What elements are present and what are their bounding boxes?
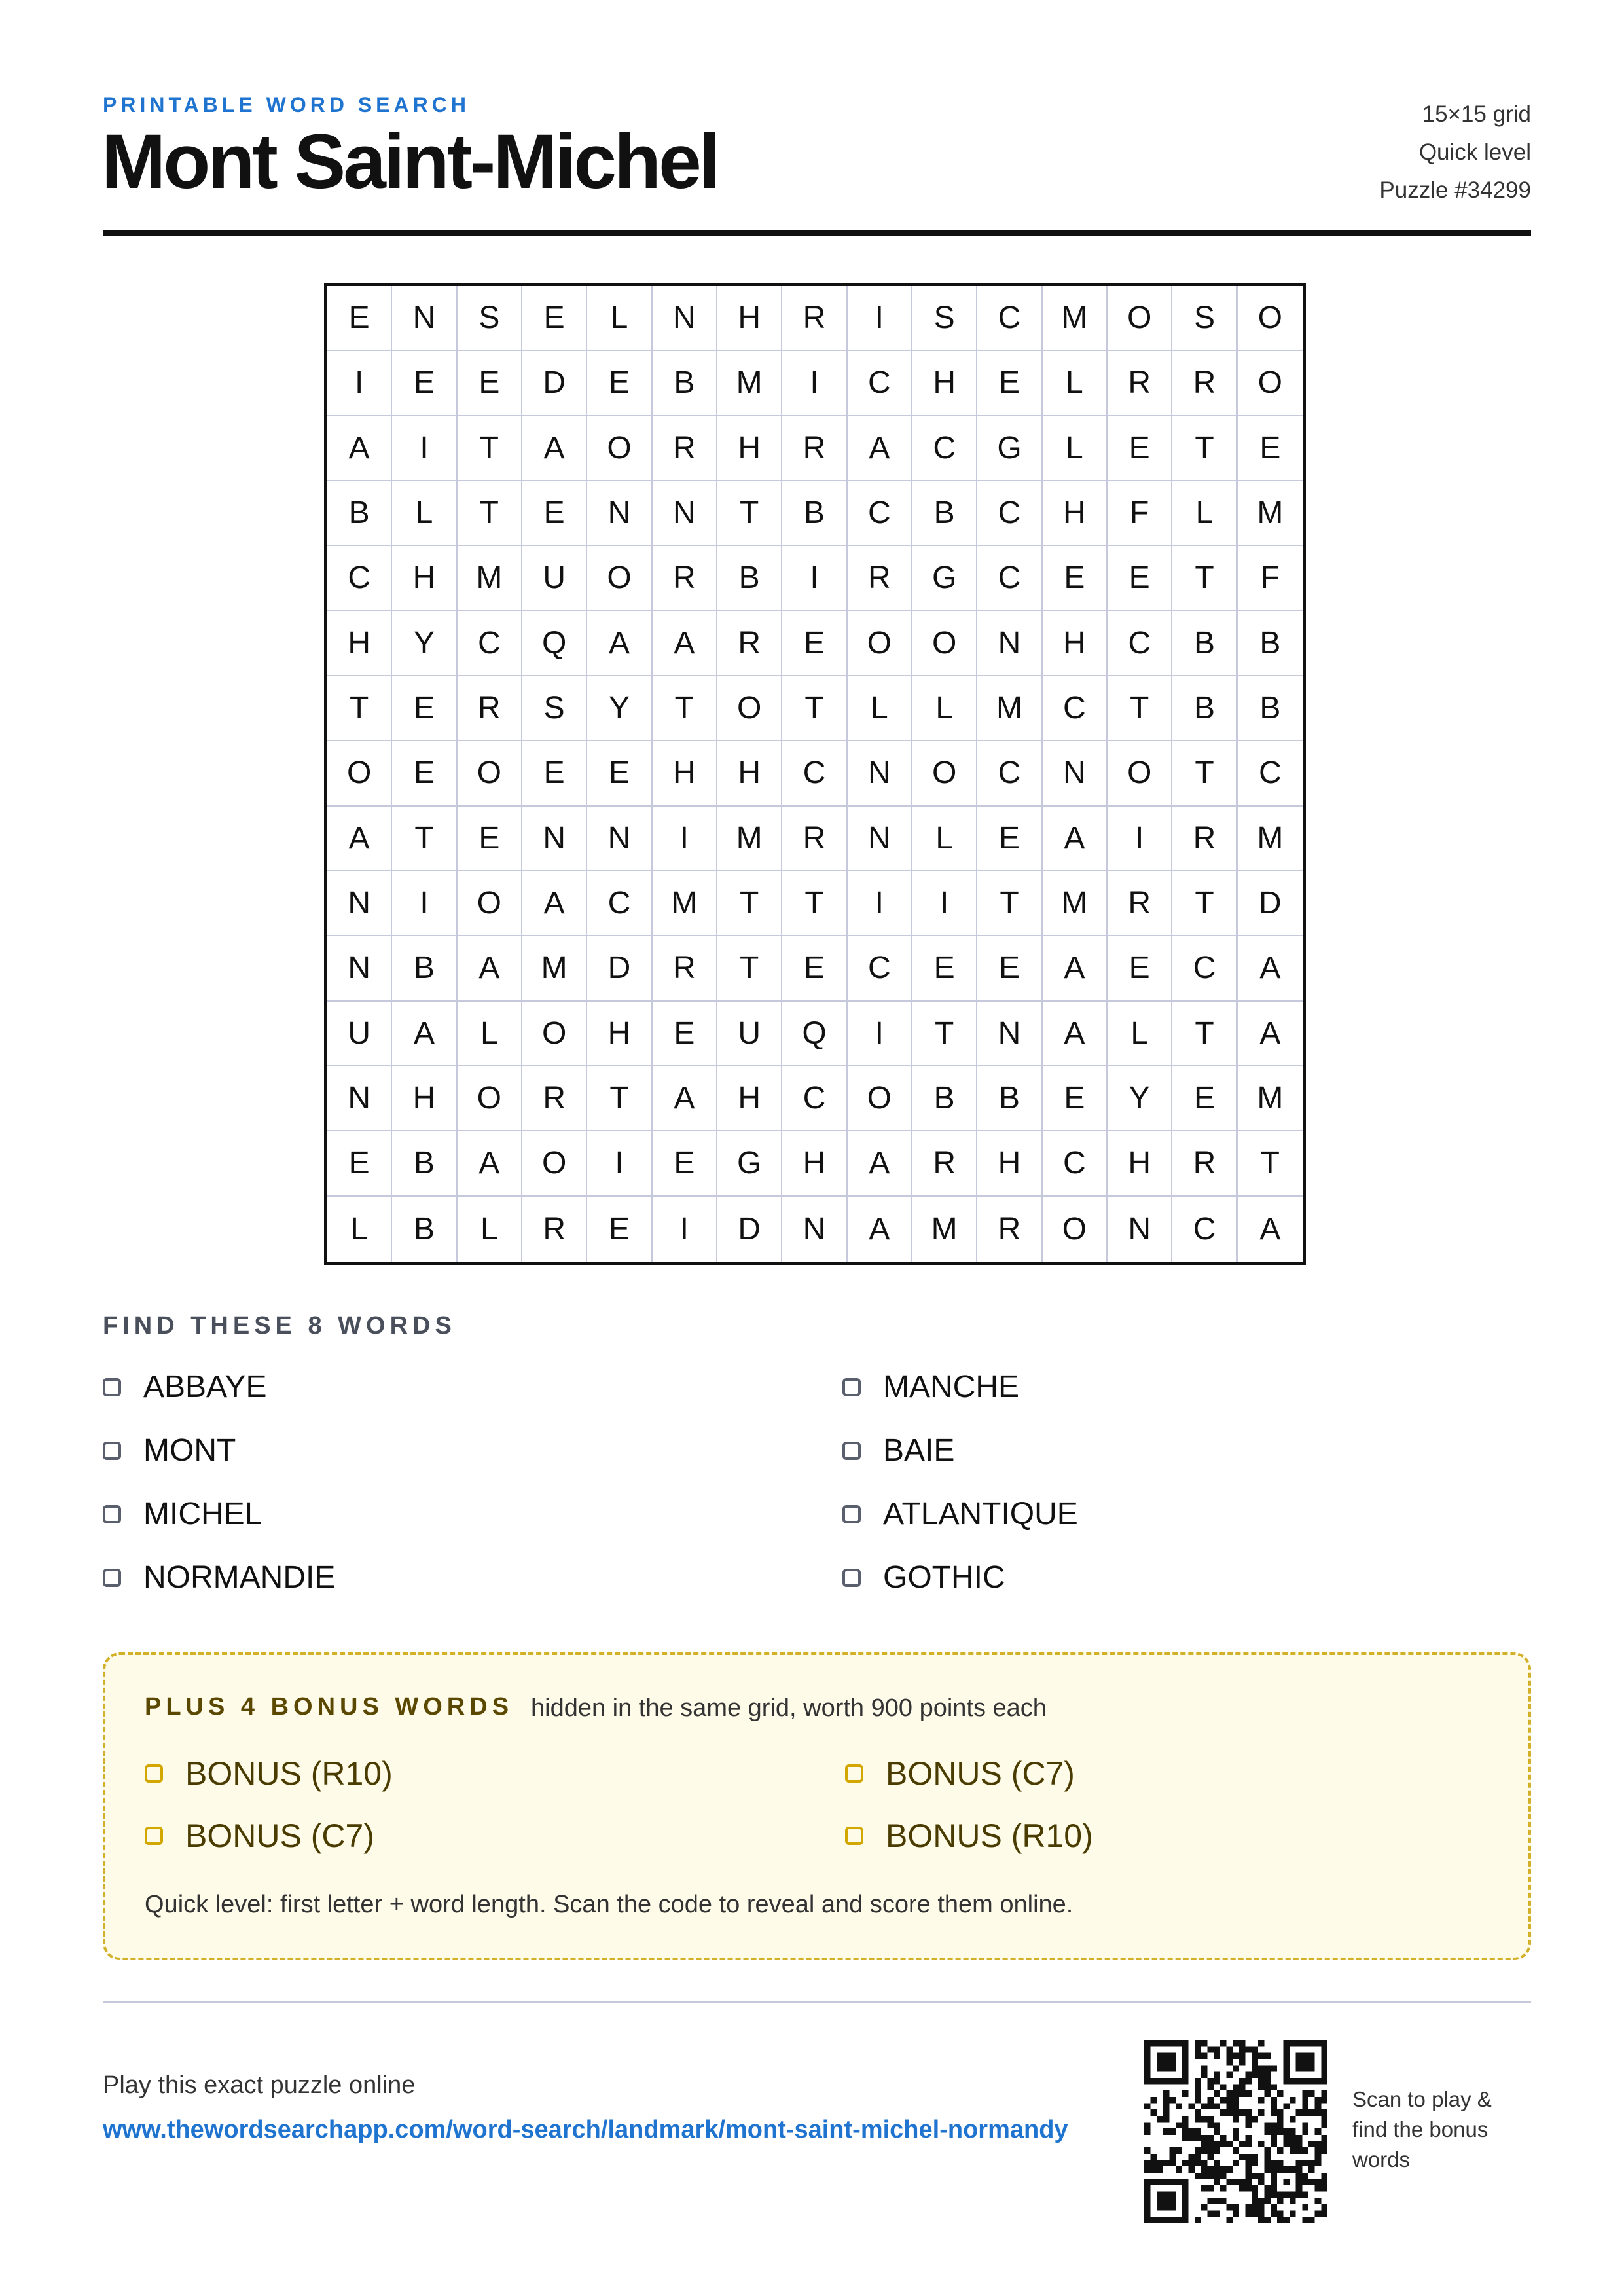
grid-cell[interactable]: L [1043,416,1108,481]
bonus-word-item [845,1755,1303,1792]
grid-cell[interactable]: I [848,1002,912,1066]
grid-cell[interactable]: E [327,286,392,351]
bonus-subtitle: hidden in the same grid, worth 900 points each [531,1694,1047,1722]
grid-cell[interactable]: H [717,286,782,351]
grid-cell[interactable]: I [848,871,912,936]
bonus-word-label: BONUS (R10) [886,1817,1093,1854]
grid-cell[interactable]: A [1238,936,1303,1001]
grid-cell[interactable]: L [392,481,457,546]
grid-cell[interactable]: C [977,546,1042,611]
grid-cell[interactable]: L [1108,1002,1172,1066]
grid-cell[interactable]: T [587,1066,652,1131]
grid-cell[interactable]: G [977,416,1042,481]
scan-instructions: Scan to play & find the bonus words [1352,2087,1492,2172]
word-label: ABBAYE [143,1370,267,1404]
grid-cell[interactable]: O [848,611,912,676]
grid-cell[interactable]: M [1238,807,1303,871]
grid-cell[interactable]: T [327,676,392,741]
grid-cell[interactable]: U [717,1002,782,1066]
grid-cell[interactable]: C [458,611,522,676]
grid-cell[interactable]: O [848,1066,912,1131]
grid-cell[interactable]: A [1238,1002,1303,1066]
grid-cell[interactable]: F [1238,546,1303,611]
grid-cell[interactable]: T [458,481,522,546]
grid-cell[interactable]: C [587,871,652,936]
bonus-heading: PLUS 4 BONUS WORDS [145,1693,514,1721]
grid-cell[interactable]: E [653,1131,717,1196]
word-list-item [842,1432,1497,1469]
grid-cell[interactable]: H [392,546,457,611]
grid-cell[interactable]: Y [392,611,457,676]
checkbox-icon[interactable] [842,1378,861,1396]
grid-cell[interactable]: E [587,351,652,416]
bonus-word-list [145,1755,1303,1854]
grid-cell[interactable]: T [1238,1131,1303,1196]
grid-cell[interactable]: L [458,1197,522,1262]
grid-cell[interactable]: N [653,481,717,546]
grid-cell[interactable]: H [653,741,717,806]
grid-cell[interactable]: A [653,611,717,676]
grid-cell[interactable]: B [327,481,392,546]
grid-cell[interactable]: R [717,611,782,676]
word-label: NORMANDIE [143,1560,336,1595]
grid-cell[interactable]: N [587,481,652,546]
grid-cell[interactable]: E [977,807,1042,871]
grid-cell[interactable]: E [1043,546,1108,611]
grid-cell[interactable]: R [782,416,847,481]
word-label: MICHEL [143,1497,262,1531]
grid-cell[interactable]: A [848,1197,912,1262]
grid-cell[interactable]: U [522,546,587,611]
grid-cell[interactable]: E [1108,546,1172,611]
word-label: BAIE [883,1433,955,1468]
grid-cell[interactable]: D [522,351,587,416]
page-kicker: PRINTABLE WORD SEARCH [103,93,470,117]
grid-cell[interactable]: Y [1108,1066,1172,1131]
grid-cell[interactable]: F [1108,481,1172,546]
grid-cell[interactable]: E [653,1002,717,1066]
grid-cell[interactable]: U [327,1002,392,1066]
grid-cell[interactable]: E [977,351,1042,416]
grid-cell[interactable]: O [1108,741,1172,806]
grid-cell[interactable]: R [1172,1131,1237,1196]
footer-divider [103,2001,1531,2003]
grid-cell[interactable]: N [848,741,912,806]
grid-cell[interactable]: O [587,546,652,611]
grid-cell[interactable]: N [977,1002,1042,1066]
grid-cell[interactable]: R [1172,807,1237,871]
word-list-item [842,1559,1497,1596]
grid-cell[interactable]: T [977,871,1042,936]
grid-cell[interactable]: O [912,741,977,806]
word-list-item [103,1495,842,1533]
grid-cell[interactable]: I [392,416,457,481]
grid-cell[interactable]: O [1238,286,1303,351]
grid-cell[interactable]: E [392,351,457,416]
grid-cell[interactable]: N [327,1066,392,1131]
puzzle-number-label: Puzzle #34299 [1379,177,1531,203]
grid-cell[interactable]: O [587,416,652,481]
grid-cell[interactable]: L [912,676,977,741]
grid-cell[interactable]: R [782,807,847,871]
word-list [103,1368,1497,1596]
grid-cell[interactable]: N [1108,1197,1172,1262]
grid-cell[interactable]: C [1043,1131,1108,1196]
grid-cell[interactable]: E [1172,1066,1237,1131]
grid-cell[interactable]: H [392,1066,457,1131]
grid-cell[interactable]: C [848,936,912,1001]
grid-cell[interactable]: R [653,936,717,1001]
grid-cell[interactable]: S [1172,286,1237,351]
grid-cell[interactable]: A [848,1131,912,1196]
grid-cell[interactable]: C [977,286,1042,351]
grid-cell[interactable]: R [1108,871,1172,936]
bonus-panel [103,1652,1531,1960]
grid-cell[interactable]: C [848,481,912,546]
grid-cell[interactable]: N [327,871,392,936]
grid-cell[interactable]: B [1238,676,1303,741]
grid-cell[interactable]: M [912,1197,977,1262]
word-list-heading: FIND THESE 8 WORDS [103,1312,456,1339]
word-list-item [842,1368,1497,1406]
grid-cell[interactable]: T [782,676,847,741]
grid-cell[interactable]: I [327,351,392,416]
grid-cell[interactable]: T [717,481,782,546]
grid-cell[interactable]: N [587,807,652,871]
grid-cell[interactable]: N [522,807,587,871]
grid-cell[interactable]: H [587,1002,652,1066]
page-title: Mont Saint-Michel [101,118,718,205]
grid-cell[interactable]: E [522,741,587,806]
grid-cell[interactable]: C [1172,936,1237,1001]
grid-cell[interactable]: M [977,676,1042,741]
grid-cell[interactable]: T [1172,546,1237,611]
grid-cell[interactable]: A [1259,1211,1281,1247]
grid-cell[interactable]: E [522,481,587,546]
grid-cell[interactable]: T [782,871,847,936]
grid-cell[interactable]: I [782,546,847,611]
grid-cell[interactable]: O [327,741,392,806]
grid-cell[interactable]: M [1238,481,1303,546]
checkbox-icon[interactable] [103,1442,121,1460]
grid-cell[interactable]: H [977,1131,1042,1196]
grid-cell[interactable]: R [912,1131,977,1196]
checkbox-icon[interactable] [845,1827,863,1845]
grid-cell[interactable]: R [522,1197,587,1262]
checkbox-icon[interactable] [145,1764,163,1783]
grid-cell[interactable]: C [1108,611,1172,676]
word-label: ATLANTIQUE [883,1497,1078,1531]
grid-cell[interactable]: A [522,871,587,936]
grid-cell[interactable]: R [653,546,717,611]
grid-cell[interactable]: B [392,1197,457,1262]
grid-cell[interactable]: B [653,351,717,416]
grid-cell[interactable]: L [912,807,977,871]
grid-cell[interactable]: O [1238,351,1303,416]
grid-cell[interactable]: I [653,807,717,871]
grid-cell[interactable]: Y [587,676,652,741]
grid-cell[interactable]: T [717,871,782,936]
grid-cell[interactable]: H [717,741,782,806]
checkbox-icon[interactable] [145,1827,163,1845]
grid-cell[interactable]: R [848,546,912,611]
grid-cell[interactable]: L [587,286,652,351]
grid-cell[interactable]: H [1108,1131,1172,1196]
grid-cell[interactable]: L [1172,481,1237,546]
grid-cell[interactable]: D [587,936,652,1001]
checkbox-icon[interactable] [845,1764,863,1783]
grid-cell[interactable]: I [1108,807,1172,871]
grid-cell[interactable]: C [848,351,912,416]
grid-cell[interactable]: I [782,351,847,416]
grid-cell[interactable]: N [977,611,1042,676]
puzzle-meta [1379,96,1531,210]
grid-cell[interactable]: E [977,936,1042,1001]
grid-cell[interactable]: A [458,936,522,1001]
grid-cell[interactable]: O [912,611,977,676]
grid-cell[interactable]: B [782,481,847,546]
grid-cell[interactable]: H [327,611,392,676]
checkbox-icon[interactable] [103,1569,121,1587]
grid-cell[interactable]: E [782,611,847,676]
grid-cell[interactable]: C [1238,741,1303,806]
grid-cell[interactable]: O [522,1002,587,1066]
grid-cell[interactable]: A [587,611,652,676]
word-list-item [103,1559,842,1596]
grid-cell[interactable]: B [392,1131,457,1196]
grid-cell[interactable]: H [717,416,782,481]
grid-cell[interactable]: M [458,546,522,611]
grid-cell[interactable]: C [782,1066,847,1131]
grid-cell[interactable]: S [458,286,522,351]
grid-cell[interactable]: H [717,1066,782,1131]
checkbox-icon[interactable] [842,1569,861,1587]
grid-cell[interactable]: I [587,1131,652,1196]
grid-cell[interactable]: C [782,741,847,806]
grid-cell[interactable]: E [1108,416,1172,481]
qr-code[interactable] [1144,2040,1327,2223]
checkbox-icon[interactable] [842,1505,861,1523]
grid-cell[interactable]: M [717,351,782,416]
header-divider [103,230,1531,236]
grid-cell[interactable]: E [587,1197,652,1262]
grid-cell[interactable]: C [327,546,392,611]
play-online-label: Play this exact puzzle online [103,2071,416,2099]
grid-cell[interactable]: R [1172,351,1237,416]
grid-cell[interactable]: M [1043,871,1108,936]
grid-cell[interactable]: A [1043,807,1108,871]
grid-cell[interactable]: N [848,807,912,871]
grid-cell[interactable]: C [977,481,1042,546]
grid-cell[interactable]: E [392,741,457,806]
grid-cell[interactable]: I [912,871,977,936]
grid-cell[interactable]: O [1043,1197,1108,1262]
grid-cell[interactable]: A [327,416,392,481]
grid-cell[interactable]: A [848,416,912,481]
bonus-word-item [145,1817,845,1854]
bonus-word-label: BONUS (C7) [886,1755,1075,1792]
grid-cell[interactable]: I [392,871,457,936]
bonus-word-label: BONUS (C7) [185,1817,374,1854]
grid-cell[interactable]: T [717,936,782,1001]
grid-cell[interactable]: R [1108,351,1172,416]
grid-cell[interactable]: E [458,351,522,416]
grid-cell[interactable]: R [522,1066,587,1131]
grid-cell[interactable]: I [653,1197,717,1262]
checkbox-icon[interactable] [103,1378,121,1396]
grid-cell[interactable]: C [977,741,1042,806]
grid-cell[interactable]: M [653,871,717,936]
grid-cell[interactable]: E [1238,416,1303,481]
grid-cell[interactable]: O [522,1131,587,1196]
bonus-word-label: BONUS (R10) [185,1755,393,1792]
word-search-grid [324,283,1306,1265]
grid-cell[interactable]: R [653,416,717,481]
grid-cell[interactable]: R [782,286,847,351]
grid-cell[interactable]: L [458,1002,522,1066]
grid-cell[interactable]: T [1172,416,1237,481]
grid-cell[interactable]: B [977,1066,1042,1131]
grid-cell[interactable]: T [458,416,522,481]
grid-cell[interactable]: B [717,546,782,611]
grid-cell[interactable]: E [458,807,522,871]
grid-cell[interactable]: T [1172,871,1237,936]
grid-cell[interactable]: A [1043,1002,1108,1066]
grid-cell[interactable]: C [912,416,977,481]
grid-cell[interactable]: M [1043,286,1108,351]
grid-cell[interactable]: H [1043,481,1108,546]
grid-cell[interactable]: L [848,676,912,741]
word-list-item [103,1368,842,1406]
checkbox-icon[interactable] [103,1505,121,1523]
grid-cell[interactable]: T [912,1002,977,1066]
grid-cell[interactable]: A [458,1131,522,1196]
grid-cell[interactable]: M [522,936,587,1001]
grid-cell[interactable]: M [1238,1066,1303,1131]
grid-cell[interactable]: H [1043,611,1108,676]
bonus-word-item [145,1755,845,1792]
grid-cell[interactable]: N [782,1197,847,1262]
grid-cell[interactable]: N [653,286,717,351]
grid-cell[interactable]: D [717,1197,782,1262]
word-label: MANCHE [883,1370,1020,1404]
grid-cell[interactable]: E [1108,936,1172,1001]
grid-cell[interactable]: B [1238,611,1303,676]
grid-cell[interactable]: T [1108,676,1172,741]
grid-cell[interactable]: G [717,1131,782,1196]
grid-cell[interactable]: S [912,286,977,351]
grid-cell[interactable]: O [458,1066,522,1131]
word-list-item [842,1495,1497,1533]
word-label: GOTHIC [883,1560,1005,1595]
grid-cell[interactable]: O [1108,286,1172,351]
grid-cell[interactable]: Q [782,1002,847,1066]
grid-cell[interactable]: B [1172,676,1237,741]
grid-cell[interactable]: E [522,286,587,351]
grid-cell[interactable]: G [912,546,977,611]
grid-cell[interactable]: A [392,1002,457,1066]
grid-cell[interactable]: L [1043,351,1108,416]
grid-cell[interactable]: M [717,807,782,871]
grid-cell[interactable]: C [1043,676,1108,741]
grid-cell[interactable]: O [458,871,522,936]
grid-cell[interactable]: O [717,676,782,741]
grid-cell[interactable]: R [458,676,522,741]
grid-cell[interactable]: T [392,807,457,871]
grid-cell[interactable]: H [912,351,977,416]
grid-cell[interactable]: A [1043,936,1108,1001]
grid-cell[interactable]: T [653,676,717,741]
grid-cell[interactable]: A [327,807,392,871]
grid-cell[interactable]: N [1043,741,1108,806]
grid-cell[interactable]: A [653,1066,717,1131]
grid-cell[interactable]: E [327,1131,392,1196]
grid-cell[interactable]: H [782,1131,847,1196]
grid-cell[interactable]: I [848,286,912,351]
bonus-note: Quick level: first letter + word length. Scan the code to reveal and score them online. [145,1891,1074,1918]
grid-cell[interactable]: T [1172,741,1237,806]
grid-cell[interactable]: R [977,1197,1042,1262]
grid-cell[interactable]: E [782,936,847,1001]
grid-cell[interactable]: D [1238,871,1303,936]
grid-cell[interactable]: L [327,1197,392,1262]
grid-cell[interactable]: C [1172,1197,1237,1262]
grid-cell[interactable]: E [1043,1066,1108,1131]
grid-cell[interactable]: B [1172,611,1237,676]
grid-cell[interactable]: N [392,286,457,351]
grid-cell[interactable]: B [912,1066,977,1131]
grid-cell[interactable]: E [587,741,652,806]
bonus-word-item [845,1817,1303,1854]
grid-cell[interactable]: B [392,936,457,1001]
grid-cell[interactable]: B [912,481,977,546]
word-label: MONT [143,1433,236,1468]
grid-cell[interactable]: E [392,676,457,741]
grid-size-label: 15×15 grid [1422,101,1531,127]
checkbox-icon[interactable] [842,1442,861,1460]
grid-cell[interactable]: O [458,741,522,806]
grid-cell[interactable]: E [912,936,977,1001]
level-label: Quick level [1418,139,1531,165]
grid-cell[interactable]: Q [522,611,587,676]
grid-cell[interactable]: S [522,676,587,741]
grid-cell[interactable]: T [1172,1002,1237,1066]
puzzle-url-link[interactable]: www.thewordsearchapp.com/word-search/landmark/mont-saint-michel-normandy [103,2116,1068,2143]
grid-cell[interactable]: A [522,416,587,481]
word-list-item [103,1432,842,1469]
grid-cell[interactable]: N [327,936,392,1001]
